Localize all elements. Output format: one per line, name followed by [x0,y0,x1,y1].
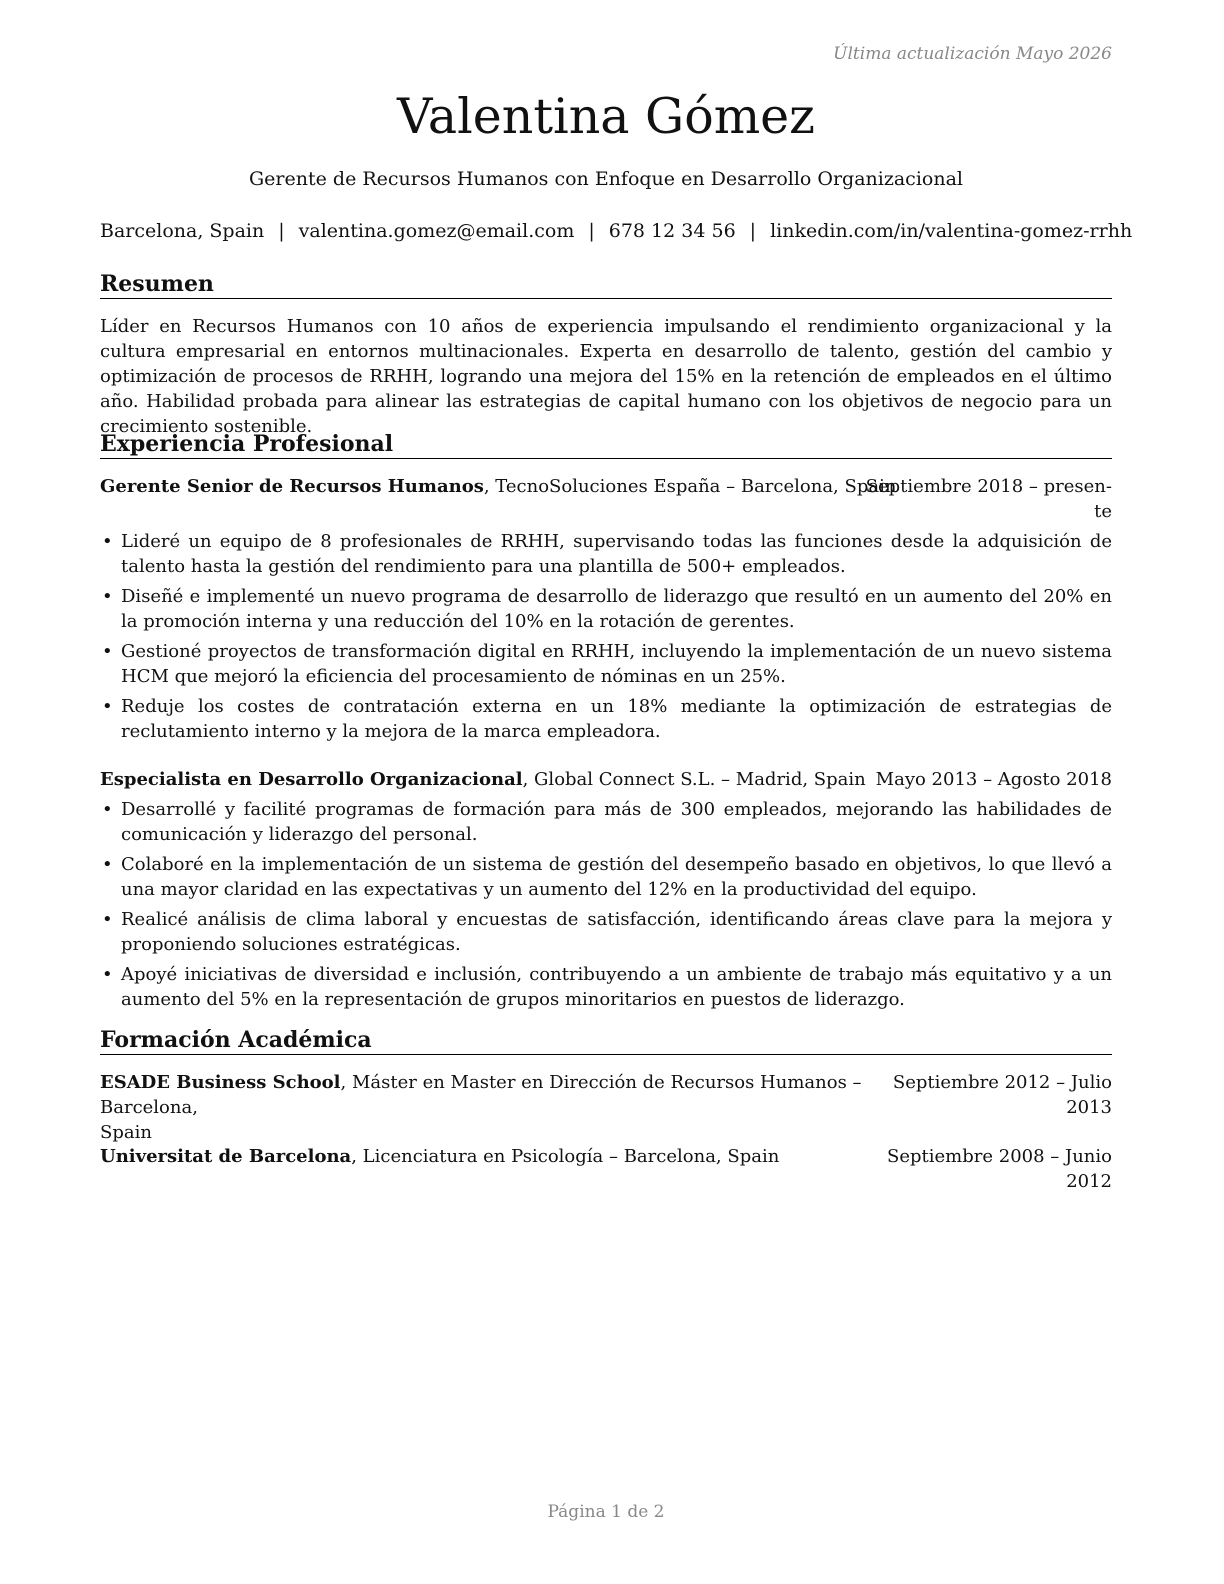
education-school-detail [100,1144,779,1169]
education-dates [887,1144,1112,1194]
list-item: • Desarrollé y facilité programas de formación para más de 300 empleados, mejorando las habilidades de comunicación y liderazgo del personal. [100,797,1112,847]
job-bullets [100,797,1112,1017]
contact-separator: | [588,220,595,242]
contact-line [100,218,1133,244]
candidate-name: Valentina Gómez [397,88,815,145]
contact-location: Barcelona, Spain [100,220,265,242]
contact-separator: | [278,220,285,242]
contact-phone: 678 12 34 56 [608,220,736,242]
education-school-detail [100,1070,880,1145]
education-dates-line1: Septiembre 2008 – Junio [887,1146,1112,1167]
resume-page [100,0,1133,1584]
list-item: • Realicé análisis de clima laboral y encuestas de satisfacción, identificando áreas clave para la mejora y proponiendo soluciones estratégicas. [100,907,1112,957]
education-school: Universitat de Barcelona [100,1146,352,1167]
education-entry [100,1144,1112,1194]
education-detail: , Licenciatura en Psicología – Barcelona, Spain [351,1146,780,1167]
education-detail-line2: Spain [100,1122,152,1143]
education-dates-line1: Septiembre 2012 – Julio [892,1072,1112,1093]
education-dates [893,1070,1112,1120]
job-header [100,767,1112,792]
job-bullets [100,529,1112,749]
last-updated: Última actualización Mayo 2026 [833,44,1112,64]
job-dates [866,474,1112,524]
job-org: , TecnoSoluciones España – Barcelona, Spain [483,476,897,497]
contact-linkedin[interactable]: linkedin.com/in/valentina-gomez-rrhh [770,220,1133,242]
job-dates-line2: te [1094,501,1112,522]
list-item: • Apoyé iniciativas de diversidad e inclusión, contribuyendo a un ambiente de trabajo más equitativo y a un aumento del 5% en la representación de grupos minoritarios en puestos de liderazgo. [100,962,1112,1012]
job-dates-line1: Septiembre 2018 – presen- [865,476,1112,497]
education-detail: , Máster en Master en Dirección de Recursos Humanos – Barcelona, [100,1072,862,1118]
education-entry [100,1070,1112,1143]
list-item: • Lideré un equipo de 8 profesionales de RRHH, supervisando todas las funciones desde la adquisición de talento hasta la gestión del rendimiento para una plantilla de 500+ empleados. [100,529,1112,579]
job-role: Gerente Senior de Recursos Humanos [100,476,484,497]
job-header [100,474,1112,524]
candidate-headline: Gerente de Recursos Humanos con Enfoque en Desarrollo Organizacional [249,168,963,190]
list-item: • Diseñé e implementé un nuevo programa de desarrollo de liderazgo que resultó en un aumento del 20% en la promoción interna y una reducción del 10% en la rotación de gerentes. [100,584,1112,634]
section-title-education: Formación Académica [100,1026,1112,1055]
job-org: , Global Connect S.L. – Madrid, Spain [522,769,866,790]
job-dates: Mayo 2013 – Agosto 2018 [875,769,1112,790]
list-item: • Gestioné proyectos de transformación digital en RRHH, incluyendo la implementación de un nuevo sistema HCM que mejoró la eficiencia del procesamiento de nóminas en un 25%. [100,639,1112,689]
contact-separator: | [749,220,757,242]
section-title-summary: Resumen [100,270,1112,299]
summary-text: Líder en Recursos Humanos con 10 años de experiencia impulsando el rendimiento organizacional y la cultura empresarial en entornos multinacionales. Experta en desarrollo de talento, gestión del cambio y optimización de procesos de RRHH, logrando una mejora del 15% en la retención de empleados en el último año. Habilidad probada para alinear las estrategias de capital humano con los objetivos de negocio para un crecimiento sostenible. [100,316,1112,437]
list-item: • Colaboré en la implementación de un sistema de gestión del desempeño basado en objetivos, lo que llevó a una mayor claridad en las expectativas y un aumento del 12% en la productividad del equipo. [100,852,1112,902]
education-dates-line2: 2013 [1066,1097,1112,1118]
list-item: • Reduje los costes de contratación externa en un 18% mediante la optimización de estrategias de reclutamiento interno y la mejora de la marca empleadora. [100,694,1112,744]
section-title-experience: Experiencia Profesional [100,430,1112,459]
page-number: Página 1 de 2 [547,1502,665,1522]
education-dates-line2: 2012 [1066,1171,1112,1192]
job-role: Especialista en Desarrollo Organizacional [100,769,523,790]
education-school: ESADE Business School [100,1072,341,1093]
job-title-org [100,767,866,792]
job-title-org [100,474,896,499]
contact-email[interactable]: valentina.gomez@email.com [298,220,575,242]
